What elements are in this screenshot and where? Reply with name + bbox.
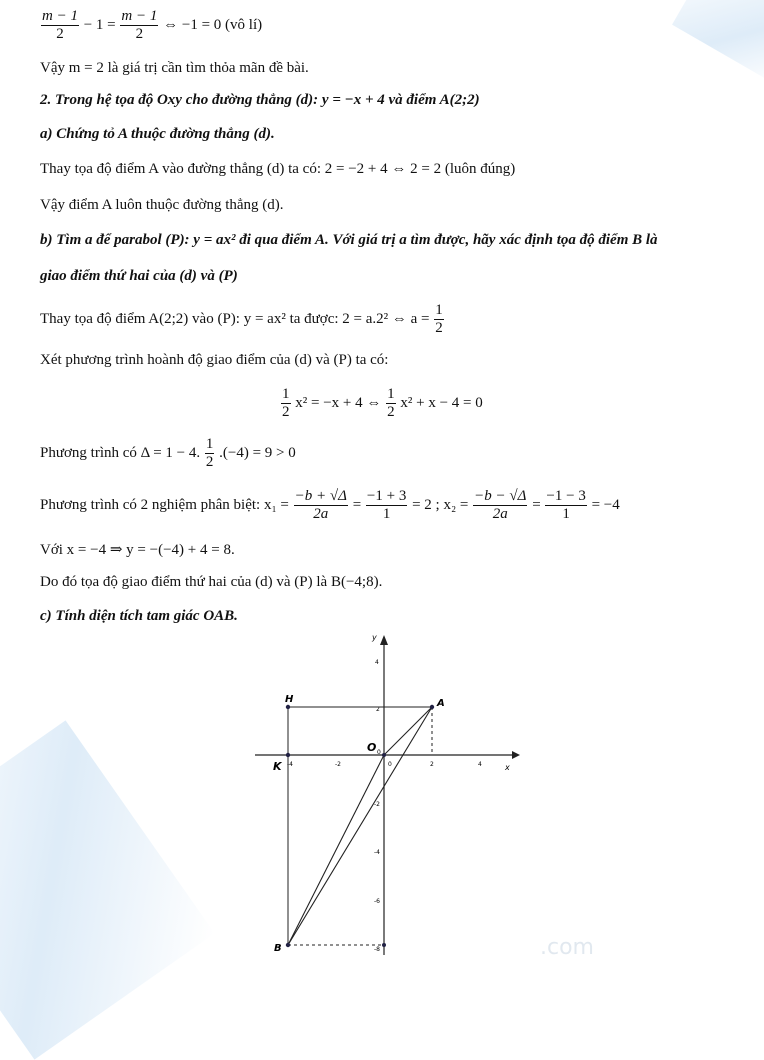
watermark-text: .com <box>540 935 594 960</box>
line-find-a: Thay tọa độ điểm A(2;2) vào (P): y = ax² ta được: 2 = a.2² ⇔ a = $\frac{1}{2}$ <box>40 302 443 336</box>
x-tick-neg4: -4 <box>287 761 293 768</box>
label-o: O <box>367 741 377 754</box>
y-tick-neg2: -2 <box>374 801 380 808</box>
y-axis-label: y <box>372 633 377 642</box>
y-tick-neg8: -8 <box>374 946 380 953</box>
fraction-half-b: $\frac{1}{2}$ <box>387 386 395 420</box>
question-2b-heading-2: giao điểm thứ hai của (d) và (P) <box>40 268 238 284</box>
label-o-sub: 0 <box>377 749 381 756</box>
fraction-root2: $\frac{-b - √\Delta}{2a}$ <box>474 488 527 522</box>
fraction-root2-val: $\frac{-1 - 3}{1}$ <box>546 488 586 522</box>
line-y-value: Với x = −4 ⇒ y = −(−4) + 4 = 8. <box>40 542 235 558</box>
x-axis-label: x <box>505 763 510 772</box>
fraction-half-a: $\frac{1}{2}$ <box>282 386 290 420</box>
line-substitute-a: Thay tọa độ điểm A vào đường thẳng (d) ta có: 2 = −2 + 4 ⇔ 2 = 2 (luôn đúng) <box>40 161 516 177</box>
label-a: A <box>437 698 445 709</box>
point-a <box>430 705 434 709</box>
question-2b-heading-1: b) Tìm a để parabol (P): y = ax² đi qua điểm A. Với giá trị a tìm được, hãy xác định tọa độ điểm B là <box>40 232 658 248</box>
segment-oa <box>384 707 432 755</box>
line-intersection-eq: Xét phương trình hoành độ giao điểm của (d) và (P) ta có: <box>40 352 389 368</box>
line-quadratic: $\frac{1}{2}$ x² = −x + 4 ⇔ $\frac{1}{2}$ x² + x − 4 = 0 <box>282 386 483 420</box>
label-k: K <box>273 760 282 773</box>
line-discriminant: Phương trình có Δ = 1 − 4. $\frac{1}{2}$ .(−4) = 9 > 0 <box>40 436 296 470</box>
y-tick-neg6: -6 <box>374 898 380 905</box>
question-2-heading: 2. Trong hệ tọa độ Oxy cho đường thẳng (d): y = −x + 4 và điểm A(2;2) <box>40 92 480 108</box>
line-d <box>288 707 432 945</box>
line-roots: Phương trình có 2 nghiệm phân biệt: x₁ = $\frac{-b + √\Delta}{2a}$ = $\frac{-1 + 3}{1}$ = 2 ; x₂ = $\frac{-b - √\Delta}{2a}$ = $\frac{-1 - 3}{1}$ = −4 <box>40 488 620 522</box>
fraction-root1-val: $\frac{-1 + 3}{1}$ <box>366 488 407 522</box>
line-conclusion-eq: $\frac{m - 1}{2}$ − 1 = $\frac{m - 1}{2}$ ⇔ −1 = 0 (vô lí) <box>42 8 263 42</box>
point-h <box>286 705 290 709</box>
fraction-one-half: $\frac{1}{2}$ <box>435 302 443 336</box>
point-o <box>382 753 386 757</box>
label-h: H <box>285 694 294 705</box>
y-tick-2: 2 <box>376 706 380 713</box>
fraction-m1-over-2-b: $\frac{m - 1}{2}$ <box>121 8 158 42</box>
x-tick-2: 2 <box>430 761 434 768</box>
x-tick-4: 4 <box>478 761 482 768</box>
point-y-neg8 <box>382 943 386 947</box>
point-k <box>286 753 290 757</box>
y-axis-arrow <box>380 635 388 645</box>
fraction-m1-over-2: $\frac{m - 1}{2}$ <box>42 8 78 42</box>
x-tick-neg2: -2 <box>335 761 341 768</box>
line-a-on-d: Vậy điểm A luôn thuộc đường thẳng (d). <box>40 197 284 213</box>
fraction-root1: $\frac{-b + √\Delta}{2a}$ <box>294 488 347 522</box>
label-b: B <box>274 943 282 954</box>
x-axis-arrow <box>512 751 520 759</box>
question-2a-heading: a) Chứng tỏ A thuộc đường thẳng (d). <box>40 126 275 142</box>
point-b <box>286 943 290 947</box>
line-m-equals-2: Vậy m = 2 là giá trị cần tìm thỏa mãn đề bài. <box>40 60 309 76</box>
fraction-half-c: $\frac{1}{2}$ <box>205 436 214 470</box>
question-2c-heading: c) Tính diện tích tam giác OAB. <box>40 608 238 624</box>
y-tick-0: 0 <box>388 761 392 768</box>
segment-ob <box>288 755 384 945</box>
line-point-b: Do đó tọa độ giao điểm thứ hai của (d) và (P) là B(−4;8). <box>40 574 383 590</box>
y-tick-neg4: -4 <box>374 849 380 856</box>
y-tick-4: 4 <box>375 659 379 666</box>
